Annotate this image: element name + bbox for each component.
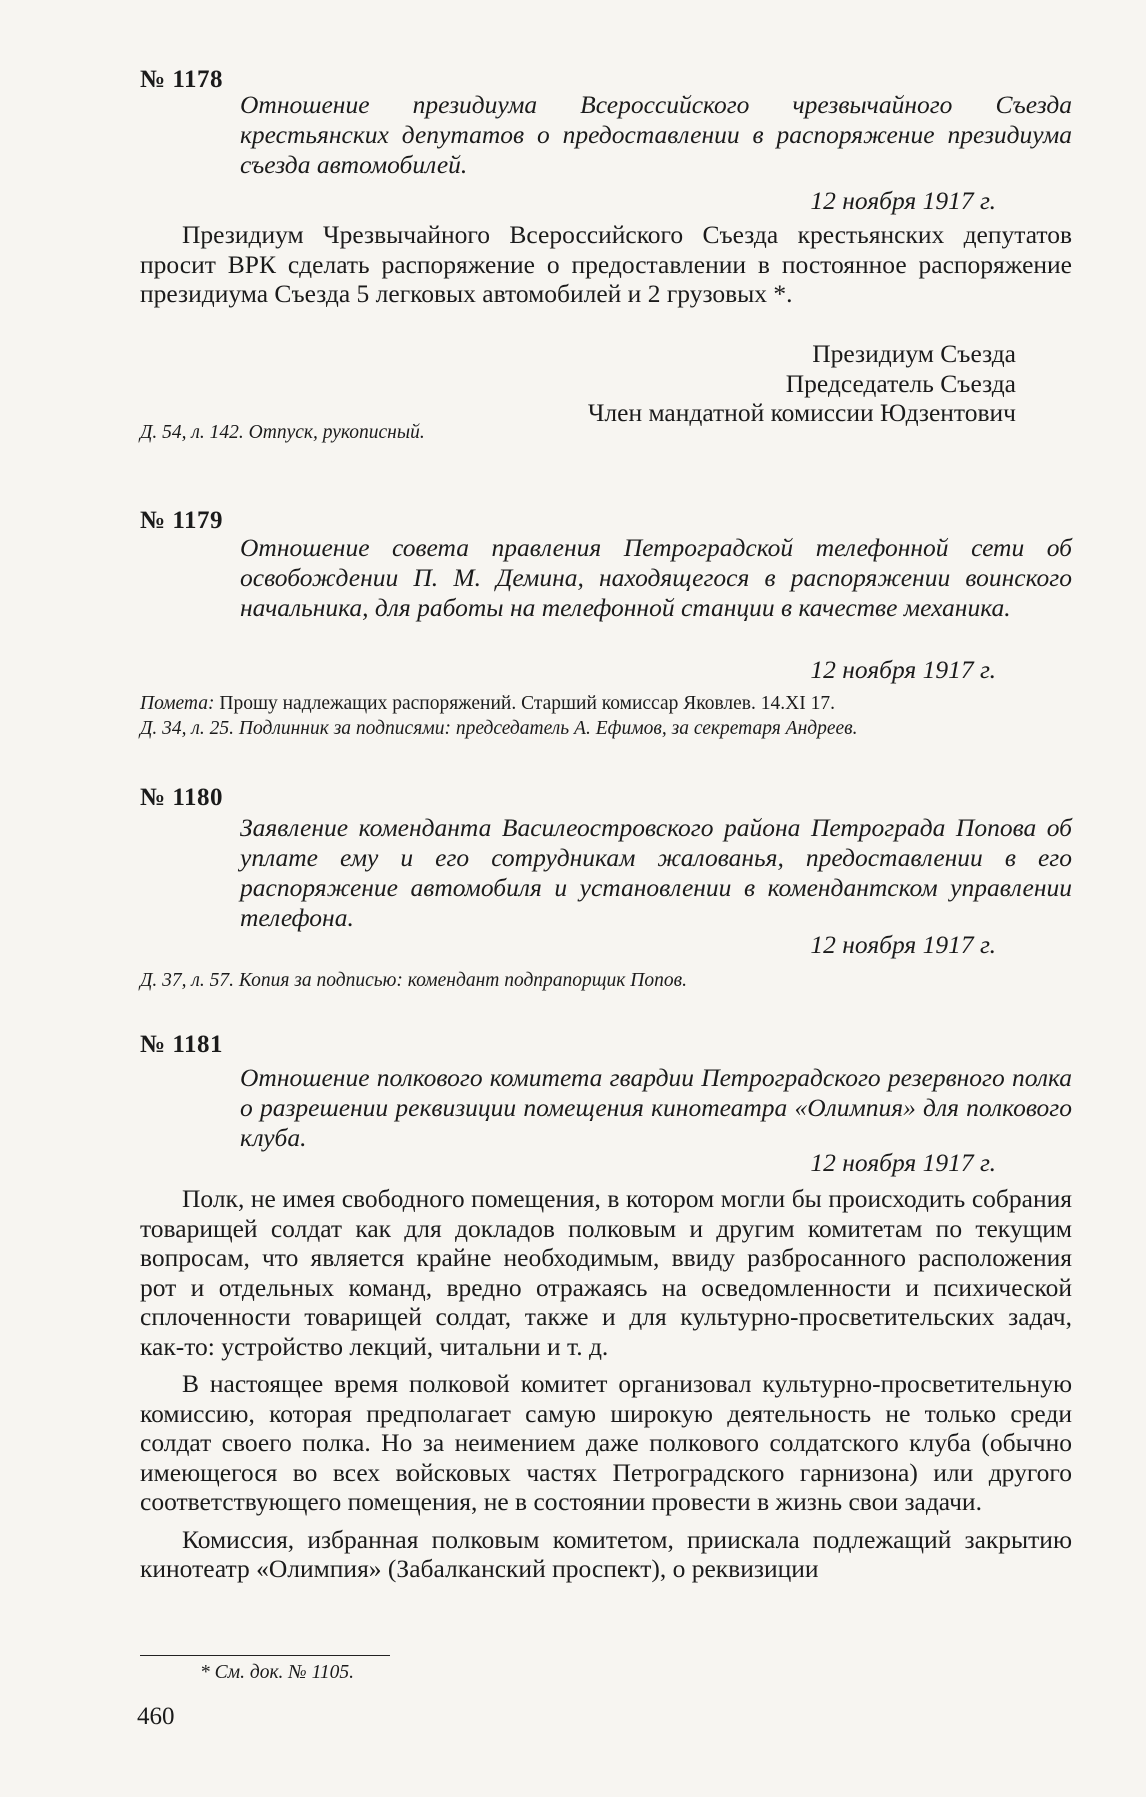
doc-date: 12 ноября 1917 г. <box>810 186 996 215</box>
signature-line: Член мандатной комиссии Юдзентович <box>587 398 1016 427</box>
signature-line: Президиум Съезда <box>812 339 1016 368</box>
mark-label: Помета: <box>140 693 215 714</box>
doc-number: № 1181 <box>140 1031 223 1058</box>
doc-date: 12 ноября 1917 г. <box>810 1148 996 1177</box>
doc-number: № 1178 <box>140 66 223 93</box>
doc-date: 12 ноября 1917 г. <box>810 655 996 684</box>
archive-source <box>140 421 1072 445</box>
doc-number: № 1179 <box>140 507 223 534</box>
page-number: 460 <box>137 1703 175 1730</box>
archive-source <box>140 717 1072 741</box>
doc-date: 12 ноября 1917 г. <box>810 930 996 959</box>
signature-block <box>588 339 1016 428</box>
paragraph: Комиссия, избранная полковым комитетом, приискала подлежащий закрытию кинотеатр «Олимпия» (Забалканский проспект), о реквизиции <box>140 1524 1072 1583</box>
doc-title: Заявление коменданта Василеостровского района Петрограда Попова об уплате ему и его сотрудникам жалованья, предоставлении в его распоряжение автомобиля и установлении в комендантском управлении телефона. <box>240 813 1072 932</box>
mark-note <box>140 692 1072 716</box>
footnote: * См. док. № 1105. <box>200 1662 355 1683</box>
mark-text: Прошу надлежащих распоряжений. Старший комиссар Яковлев. 14.XI 17. <box>219 693 835 714</box>
doc-number: № 1180 <box>140 784 223 811</box>
paragraph: Президиум Чрезвычайного Всероссийского Съезда крестьянских депутатов просит ВРК сделать распоряжение о предоставлении в постоянное распоряжение президиума Съезда 5 легковых автомобилей и 2 грузовых *. <box>140 220 1072 308</box>
signature-line: Председатель Съезда <box>785 368 1016 398</box>
source-text: Д. 37, л. 57. Копия за подписью: комендант подпрапорщик Попов. <box>140 970 687 991</box>
source-text: Д. 34, л. 25. Подлинник за подписями: председатель А. Ефимов, за секретаря Андреев. <box>140 718 858 739</box>
doc-title: Отношение полкового комитета гвардии Петроградского резервного полка о разрешении реквизиции помещения кинотеатра «Олимпия» для полкового клуба. <box>240 1063 1072 1152</box>
doc-body <box>140 1184 1072 1584</box>
paragraph: В настоящее время полковой комитет организовал культурно-просветительную комиссию, которая предполагает самую широкую деятельность не только среди солдат своего полка. Но за неимением даже полкового солдатского клуба (обычно имеющегося во всех войсковых частях Петроградского гарнизона) или другого соответствующего помещения, не в состоянии провести в жизнь свои задачи. <box>140 1369 1072 1516</box>
footnote-divider <box>140 1655 390 1656</box>
doc-title: Отношение президиума Всероссийского чрезвычайного Съезда крестьянских депутатов о предоставлении в распоряжение президиума съезда автомобилей. <box>240 90 1072 179</box>
paragraph: Полк, не имея свободного помещения, в котором могли бы происходить собрания товарищей солдат как для докладов полковым и другим комитетам по текущим вопросам, что является крайне необходимым, ввиду разбросанного расположения рот и отдельных команд, вредно отражаясь на осведомленности и психической сплоченности товарищей солдат, также и для культурно-просветительских задач, как-то: устройство лекций, читальни и т. д. <box>140 1184 1072 1361</box>
doc-title: Отношение совета правления Петроградской телефонной сети об освобождении П. М. Демина, находящегося в распоряжении воинского начальника, для работы на телефонной станции в качестве механика. <box>240 533 1072 622</box>
archive-source <box>140 969 1072 993</box>
source-text: Д. 54, л. 142. Отпуск, рукописный. <box>140 422 425 443</box>
doc-body <box>140 220 1072 309</box>
